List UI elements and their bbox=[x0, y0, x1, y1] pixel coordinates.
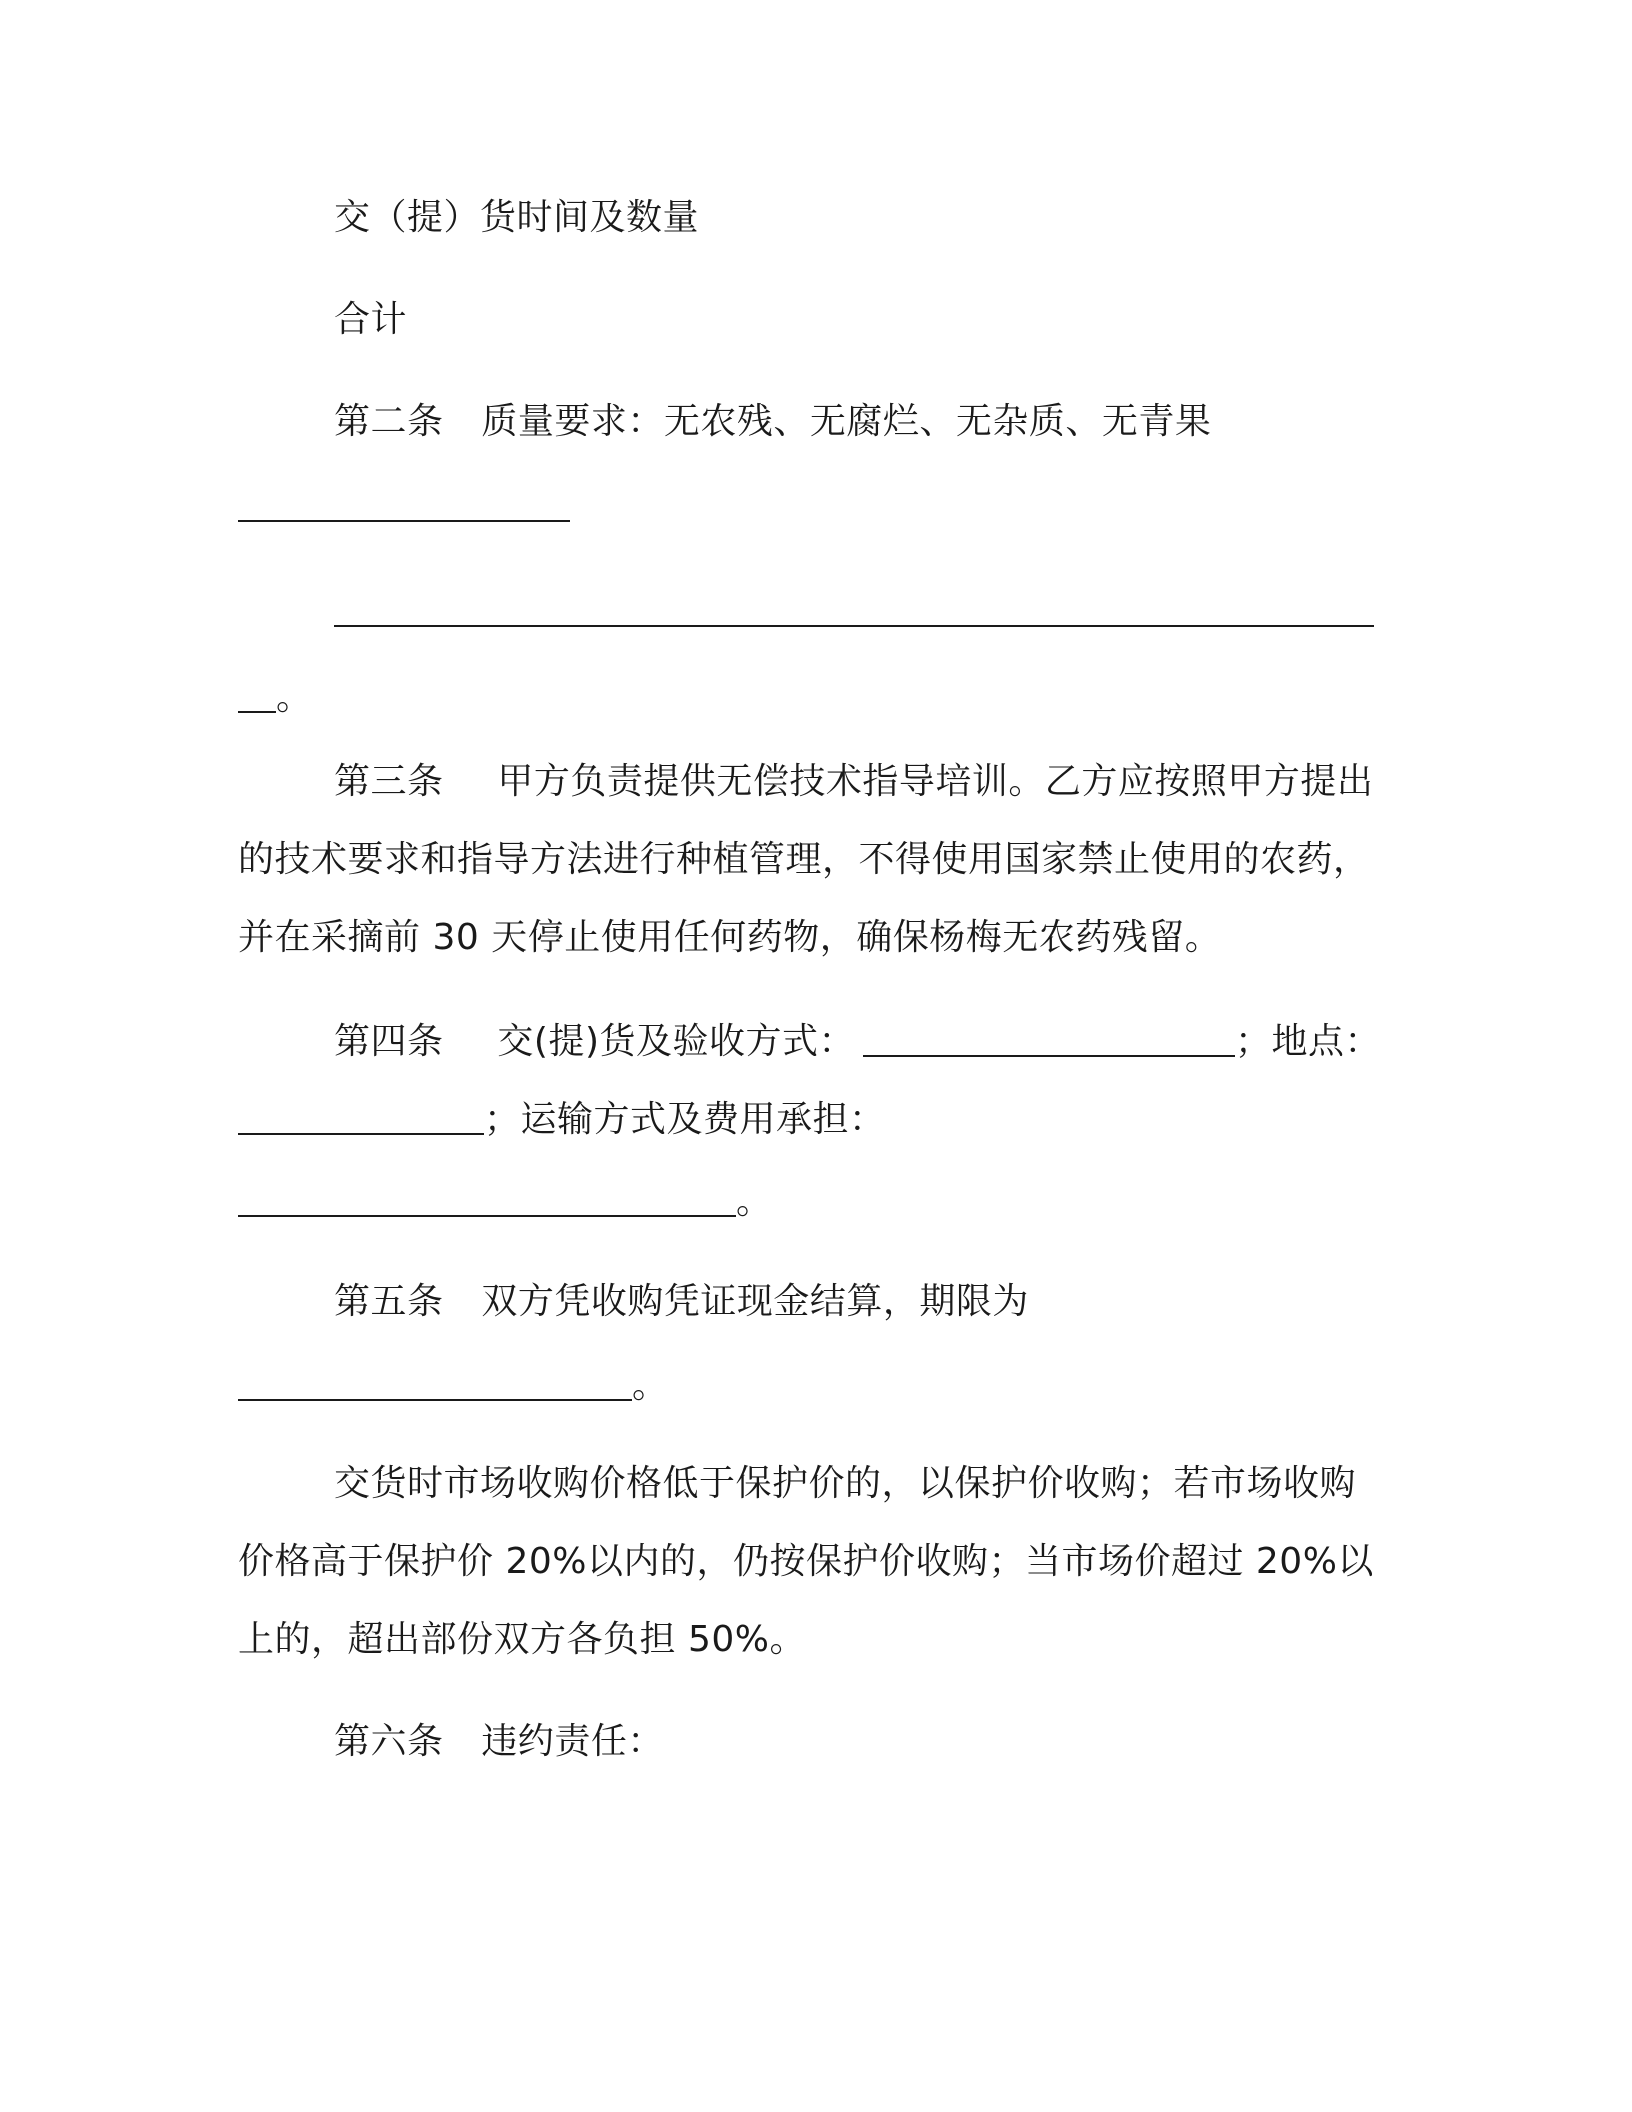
heading-delivery-time bbox=[334, 196, 699, 240]
article-4-line-3 bbox=[238, 1180, 773, 1224]
blank-line-acceptance-method bbox=[863, 1055, 1235, 1057]
article-2 bbox=[334, 400, 1211, 444]
article-6-text: 违约责任： bbox=[481, 1721, 664, 1762]
quality-line-end bbox=[238, 676, 313, 720]
article-3-label: 第三条 bbox=[334, 761, 444, 802]
article-3-text-3: 并在采摘前 30 天停止使用任何药物，确保杨梅无农药残留。 bbox=[238, 917, 1222, 958]
article-5-line-2 bbox=[238, 1364, 669, 1408]
blank-line-transport bbox=[238, 1215, 736, 1217]
article-3-line-1 bbox=[334, 760, 1373, 804]
article-4-end-mark: 。 bbox=[736, 1181, 773, 1222]
price-paragraph-line-1 bbox=[334, 1462, 1356, 1506]
price-paragraph-line-3 bbox=[238, 1618, 806, 1662]
article-4-line-1 bbox=[334, 1020, 1381, 1064]
article-4-text-3: ；运输方式及费用承担： bbox=[484, 1099, 886, 1140]
article-4-line-2 bbox=[238, 1098, 886, 1142]
article-4-text-1: 交(提)货及验收方式： bbox=[497, 1021, 856, 1062]
heading-total-text: 合计 bbox=[334, 299, 408, 340]
heading-total bbox=[334, 298, 407, 342]
article-5-text: 双方凭收购凭证现金结算，期限为 bbox=[481, 1281, 1029, 1322]
article-6 bbox=[334, 1720, 664, 1764]
article-2-label: 第二条 bbox=[334, 401, 444, 442]
blank-line-payment-term bbox=[238, 1399, 632, 1401]
price-paragraph-text-1: 交货时市场收购价格低于保护价的，以保护价收购；若市场收购 bbox=[334, 1463, 1357, 1504]
article-6-label: 第六条 bbox=[334, 1721, 444, 1762]
article-3-line-3 bbox=[238, 916, 1221, 960]
article-5-label: 第五条 bbox=[334, 1281, 444, 1322]
blank-line-quality-3 bbox=[238, 711, 276, 713]
article-2-text: 质量要求：无农残、无腐烂、无杂质、无青果 bbox=[481, 401, 1212, 442]
article-3-text-2: 的技术要求和指导方法进行种植管理，不得使用国家禁止使用的农药， bbox=[238, 839, 1370, 880]
article-3-text-1: 甲方负责提供无偿技术指导培训。乙方应按照甲方提出 bbox=[497, 761, 1374, 802]
blank-line-location bbox=[238, 1133, 484, 1135]
blank-line-quality-2 bbox=[334, 625, 1374, 627]
article-5-line-1 bbox=[334, 1280, 1029, 1324]
article-3-line-2 bbox=[238, 838, 1370, 882]
article-4-text-2: ；地点： bbox=[1235, 1021, 1382, 1062]
quality-end-mark: 。 bbox=[276, 677, 313, 718]
price-paragraph-line-2 bbox=[238, 1540, 1374, 1584]
blank-line-quality-1 bbox=[238, 520, 570, 522]
price-paragraph-text-3: 上的，超出部份双方各负担 50%。 bbox=[238, 1619, 806, 1660]
article-4-label: 第四条 bbox=[334, 1021, 444, 1062]
price-paragraph-text-2: 价格高于保护价 20%以内的，仍按保护价收购；当市场价超过 20%以 bbox=[238, 1541, 1374, 1582]
heading-delivery-text: 交（提）货时间及数量 bbox=[334, 197, 700, 238]
article-5-end-mark: 。 bbox=[632, 1365, 669, 1406]
